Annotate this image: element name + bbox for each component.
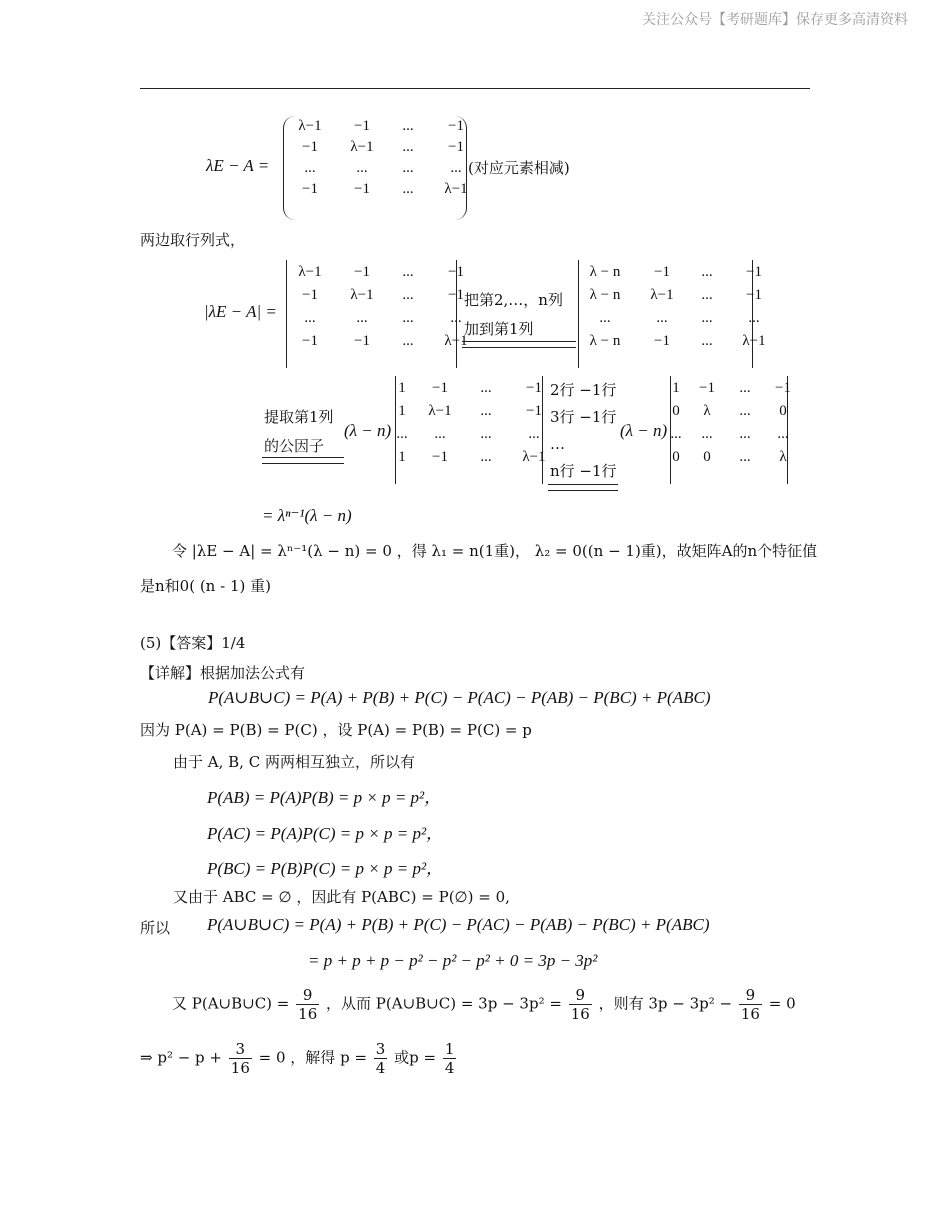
q5-pac: P(AC) = P(A)P(C) = p × p = p²， [207,824,444,843]
matrix1-cell: ... [402,160,414,176]
det4-cell: 0 [779,403,787,419]
header-rule [140,88,810,89]
det4-cell: ... [739,426,751,442]
q5-solve-b: = 0 ，解得 p = [258,1048,368,1067]
frac-9-16-a: $\frac{9}{16}$ [298,986,318,1023]
det2-cell: λ − n [589,264,621,280]
sentence-take-determinant: 两边取行列式， [140,231,246,249]
op3-step: 3行 −1行 [550,408,617,426]
matrix1-note: (对应元素相减) [468,159,570,177]
q5-formula2: P(A∪B∪C) = P(A) + P(B) + P(C) − P(AC) − P(AB) − P(BC) + P(ABC) [207,915,710,934]
q5-answer: (5)【答案】1/4 [140,634,246,652]
det4 [670,380,794,466]
det3-cell: ... [528,426,540,442]
frac-9-16-b: $\frac{9}{16}$ [570,986,590,1023]
det1-cell: ... [304,310,316,326]
det2-cell: λ−1 [742,333,766,349]
det3-cell: ... [396,426,408,442]
det3-cell: −1 [526,380,542,396]
op3-step: 2行 −1行 [550,381,617,399]
det1-cell: −1 [448,264,464,280]
det2-cell: −1 [746,287,762,303]
factor-2: (λ − n) [620,421,668,440]
op2-double-underline [262,457,344,464]
q5-so-label: 所以 [140,919,171,937]
op1-line2: 加到第1列 [464,320,534,338]
lhs-lambdaE-minus-A: λE − A = [206,156,270,175]
q5-detail-label: 【详解】根据加法公式有 [140,664,306,682]
op1-line1: 把第2,…，n列 [464,291,563,309]
conclusion-line1: 令 |λE − A| = λⁿ⁻¹(λ − n) = 0 ，得 λ₁ = n(1重)， λ₂ = 0((n − 1)重)，故矩阵A的n个特征值 [172,542,818,560]
op3-double-underline [548,484,618,491]
det2-cell: ... [656,310,668,326]
det1-cell: −1 [354,333,370,349]
det4-cell: −1 [775,380,791,396]
det2-cell: ... [701,264,713,280]
q5-solve-line [140,1040,458,1077]
det4-cell: ... [701,426,713,442]
det1-left-bar [286,260,287,368]
conclusion-line2: 是n和0( (n - 1) 重) [140,577,271,595]
det2-cell: −1 [746,264,762,280]
det2-cell: λ−1 [650,287,674,303]
det4-cell: ... [739,449,751,465]
det1-cell: −1 [448,287,464,303]
q5-given-b: ，从而 P(A∪B∪C) = 3p − 3p² = [326,994,562,1013]
q5-given-line [172,986,796,1023]
det4-cell: 0 [672,403,680,419]
q5-given-a: 又 P(A∪B∪C) = [172,994,290,1013]
det1-cell: ... [450,310,462,326]
matrix1-cell: −1 [354,181,370,197]
det3-cell: ... [480,449,492,465]
matrix1-cell: ... [402,139,414,155]
matrix1-cell: λ−1 [444,181,468,197]
det2-cell: ... [599,310,611,326]
q5-given-c: ，则有 3p − 3p² − [598,994,733,1013]
lhs-det: |λE − A| = [204,302,277,321]
q5-empty-set-line: 又由于 ABC = ∅ ，因此有 P(ABC) = P(∅) = 0, [173,888,510,906]
watermark: 关注公众号【考研题库】保存更多高清资料 [642,12,908,28]
det4-cell: 1 [672,380,680,396]
q5-formula3: = p + p + p − p² − p² − p² + 0 = 3p − 3p² [308,951,598,970]
matrix1-cell: −1 [448,139,464,155]
det3 [396,380,554,466]
det2-cell: −1 [654,264,670,280]
det2-cell: λ − n [589,333,621,349]
matrix1-cell: ... [402,118,414,134]
q5-pab: P(AB) = P(A)P(B) = p × p = p²， [207,788,442,807]
matrix1-cell: λ−1 [298,118,322,134]
det3-cell: 1 [398,403,406,419]
det3-cell: ... [434,426,446,442]
q5-addition-formula: P(A∪B∪C) = P(A) + P(B) + P(C) − P(AC) − P(AB) − P(BC) + P(ABC) [208,688,711,707]
det4-cell: 0 [703,449,711,465]
frac-3-4: $\frac{3}{4}$ [375,1040,386,1077]
det1-cell: ... [402,333,414,349]
op3-step: n行 −1行 [550,462,617,480]
det4-cell: 0 [672,449,680,465]
matrix1-cell: ... [356,160,368,176]
det3-cell: 1 [398,449,406,465]
op2-line2: 的公因子 [264,437,325,455]
matrix1-cell: −1 [354,118,370,134]
result-line: = λⁿ⁻¹(λ − n) [262,506,352,525]
det3-cell: 1 [398,380,406,396]
det4-cell: ... [739,380,751,396]
det3-cell: −1 [432,380,448,396]
det3-cell: λ−1 [522,449,546,465]
q5-pbc: P(BC) = P(B)P(C) = p × p = p²， [207,859,444,878]
det4-cell: ... [739,403,751,419]
det1-cell: λ−1 [298,264,322,280]
det2-cell: ... [701,333,713,349]
det1-cell: −1 [302,333,318,349]
det2-cell: ... [701,287,713,303]
matrix1-cell: λ−1 [350,139,374,155]
op3-step: … [550,435,565,453]
det4-cell: λ [779,449,787,465]
det1 [290,264,476,350]
factor-1: (λ − n) [344,421,392,440]
det4-cell: ... [670,426,682,442]
frac-9-16-c: $\frac{9}{16}$ [740,986,760,1023]
matrix1-cell: −1 [302,181,318,197]
det1-cell: ... [402,287,414,303]
q5-because-line: 因为 P(A) = P(B) = P(C) ，设 P(A) = P(B) = P(C) = p [140,721,532,739]
det3-cell: ... [480,380,492,396]
matrix1-cell: −1 [448,118,464,134]
op1-double-underline [462,341,576,348]
det2-cell: ... [748,310,760,326]
q5-independent-line: 由于 A, B, C 两两相互独立，所以有 [173,753,415,771]
op3-steps [550,377,617,485]
frac-1-4: $\frac{1}{4}$ [444,1040,455,1077]
frac-3-16: $\frac{3}{16}$ [230,1040,250,1077]
matrix1-cell: −1 [302,139,318,155]
q5-given-d: = 0 [768,994,796,1013]
q5-solve-a: ⇒ p² − p + [140,1048,222,1067]
det4-cell: −1 [699,380,715,396]
det2-cell: −1 [654,333,670,349]
op2-line1: 提取第1列 [264,408,334,426]
det1-cell: λ−1 [350,287,374,303]
det4-cell: ... [777,426,789,442]
det1-cell: ... [356,310,368,326]
det1-cell: ... [402,264,414,280]
det2-left-bar [578,260,579,368]
det2 [580,264,774,350]
det1-cell: −1 [354,264,370,280]
det3-cell: ... [480,426,492,442]
det3-cell: ... [480,403,492,419]
det3-cell: −1 [432,449,448,465]
det3-cell: −1 [526,403,542,419]
matrix1-cell: ... [450,160,462,176]
det1-cell: −1 [302,287,318,303]
matrix1-cell: ... [304,160,316,176]
det4-cell: λ [703,403,711,419]
det1-cell: ... [402,310,414,326]
q5-solve-c: 或p = [394,1048,437,1067]
det2-cell: λ − n [589,287,621,303]
det2-cell: ... [701,310,713,326]
det3-cell: λ−1 [428,403,452,419]
det1-cell: λ−1 [444,333,468,349]
matrix1-cell: ... [402,181,414,197]
matrix1 [290,118,476,198]
